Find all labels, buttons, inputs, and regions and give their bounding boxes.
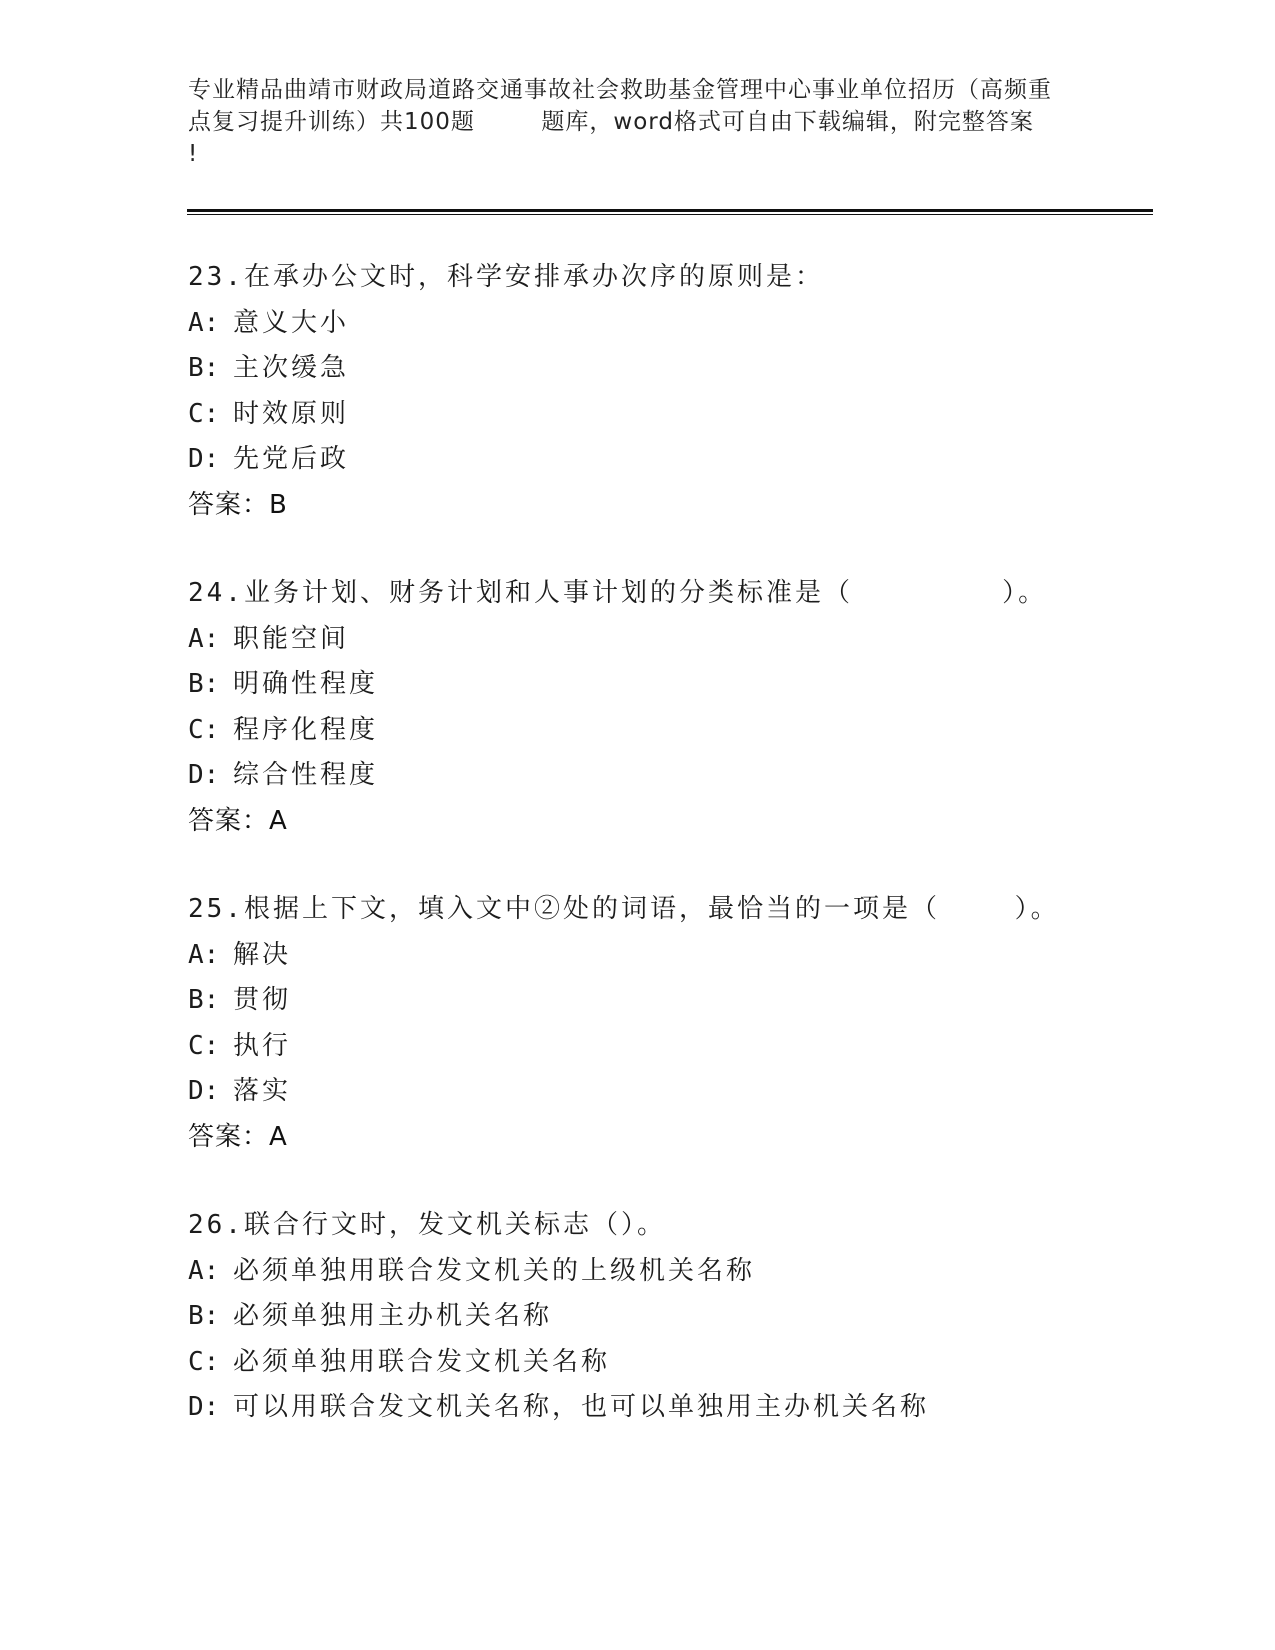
option-letter: A: (188, 939, 220, 970)
option-letter: A: (188, 623, 220, 654)
option-letter: C: (188, 1346, 220, 1377)
question-text: 26.联合行文时，发文机关标志（）。 (188, 1210, 666, 1240)
option-text: 贯彻 (233, 985, 292, 1015)
option-text: 时效原则 (233, 398, 350, 429)
option-text: 必须单独用联合发文机关的上级机关名称 (233, 1255, 756, 1286)
option-letter: B: (188, 1301, 220, 1331)
option-letter: D: (188, 760, 220, 790)
option-letter: B: (188, 669, 220, 699)
header-line: 专业精品曲靖市财政局道路交通事故社会救助基金管理中心事业单位招历（高频重 (188, 77, 1052, 103)
question-23 (188, 255, 1168, 528)
option-text: 执行 (233, 1030, 292, 1061)
question-text: 25.根据上下文，填入文中②处的词语，最恰当的一项是（ ）。 (188, 894, 1060, 924)
question-text: 23.在承办公文时，科学安排承办次序的原则是： (188, 262, 824, 292)
option-d (188, 753, 1168, 799)
header-line: ! (188, 141, 199, 167)
option-text: 可以用联合发文机关名称，也可以单独用主办机关名称 (233, 1392, 930, 1422)
option-b (188, 662, 1168, 708)
option-a (188, 933, 1168, 979)
question-24 (188, 571, 1168, 844)
option-a (188, 617, 1168, 663)
option-letter: D: (188, 1076, 220, 1106)
option-letter: C: (188, 1030, 220, 1061)
option-text: 职能空间 (233, 623, 350, 654)
option-a (188, 301, 1168, 347)
option-text: 意义大小 (233, 307, 350, 338)
option-text: 先党后政 (233, 444, 350, 474)
option-text: 主次缓急 (233, 353, 350, 383)
option-text: 必须单独用主办机关名称 (233, 1301, 553, 1331)
option-c (188, 1024, 1168, 1070)
document-header (188, 74, 1088, 170)
option-text: 落实 (233, 1076, 292, 1106)
option-b (188, 978, 1168, 1024)
option-text: 明确性程度 (233, 669, 379, 699)
option-a (188, 1249, 1168, 1295)
header-divider-thick (187, 209, 1153, 212)
question-26 (188, 1203, 1168, 1431)
option-letter: D: (188, 444, 220, 474)
option-text: 解决 (233, 939, 292, 970)
option-b (188, 346, 1168, 392)
option-text: 必须单独用联合发文机关名称 (233, 1346, 611, 1377)
answer-label: 答案：A (188, 805, 288, 836)
option-letter: C: (188, 398, 220, 429)
option-c (188, 1340, 1168, 1386)
option-b (188, 1294, 1168, 1340)
option-d (188, 1069, 1168, 1115)
option-letter: B: (188, 353, 220, 383)
option-text: 程序化程度 (233, 714, 379, 745)
option-letter: A: (188, 1255, 220, 1286)
header-line: 点复习提升训练）共100题 题库，word格式可自由下载编辑，附完整答案 (188, 109, 1034, 135)
option-text: 综合性程度 (233, 760, 379, 790)
option-letter: A: (188, 307, 220, 338)
question-text: 24.业务计划、财务计划和人事计划的分类标准是（ ）。 (188, 578, 1048, 608)
option-letter: B: (188, 985, 220, 1015)
option-d (188, 437, 1168, 483)
option-c (188, 392, 1168, 438)
option-letter: C: (188, 714, 220, 745)
question-25 (188, 887, 1168, 1160)
answer-label: 答案：A (188, 1121, 288, 1152)
answer-label: 答案：B (188, 489, 288, 520)
option-letter: D: (188, 1392, 220, 1422)
option-d (188, 1385, 1168, 1431)
header-divider-thin (187, 214, 1153, 215)
option-c (188, 708, 1168, 754)
